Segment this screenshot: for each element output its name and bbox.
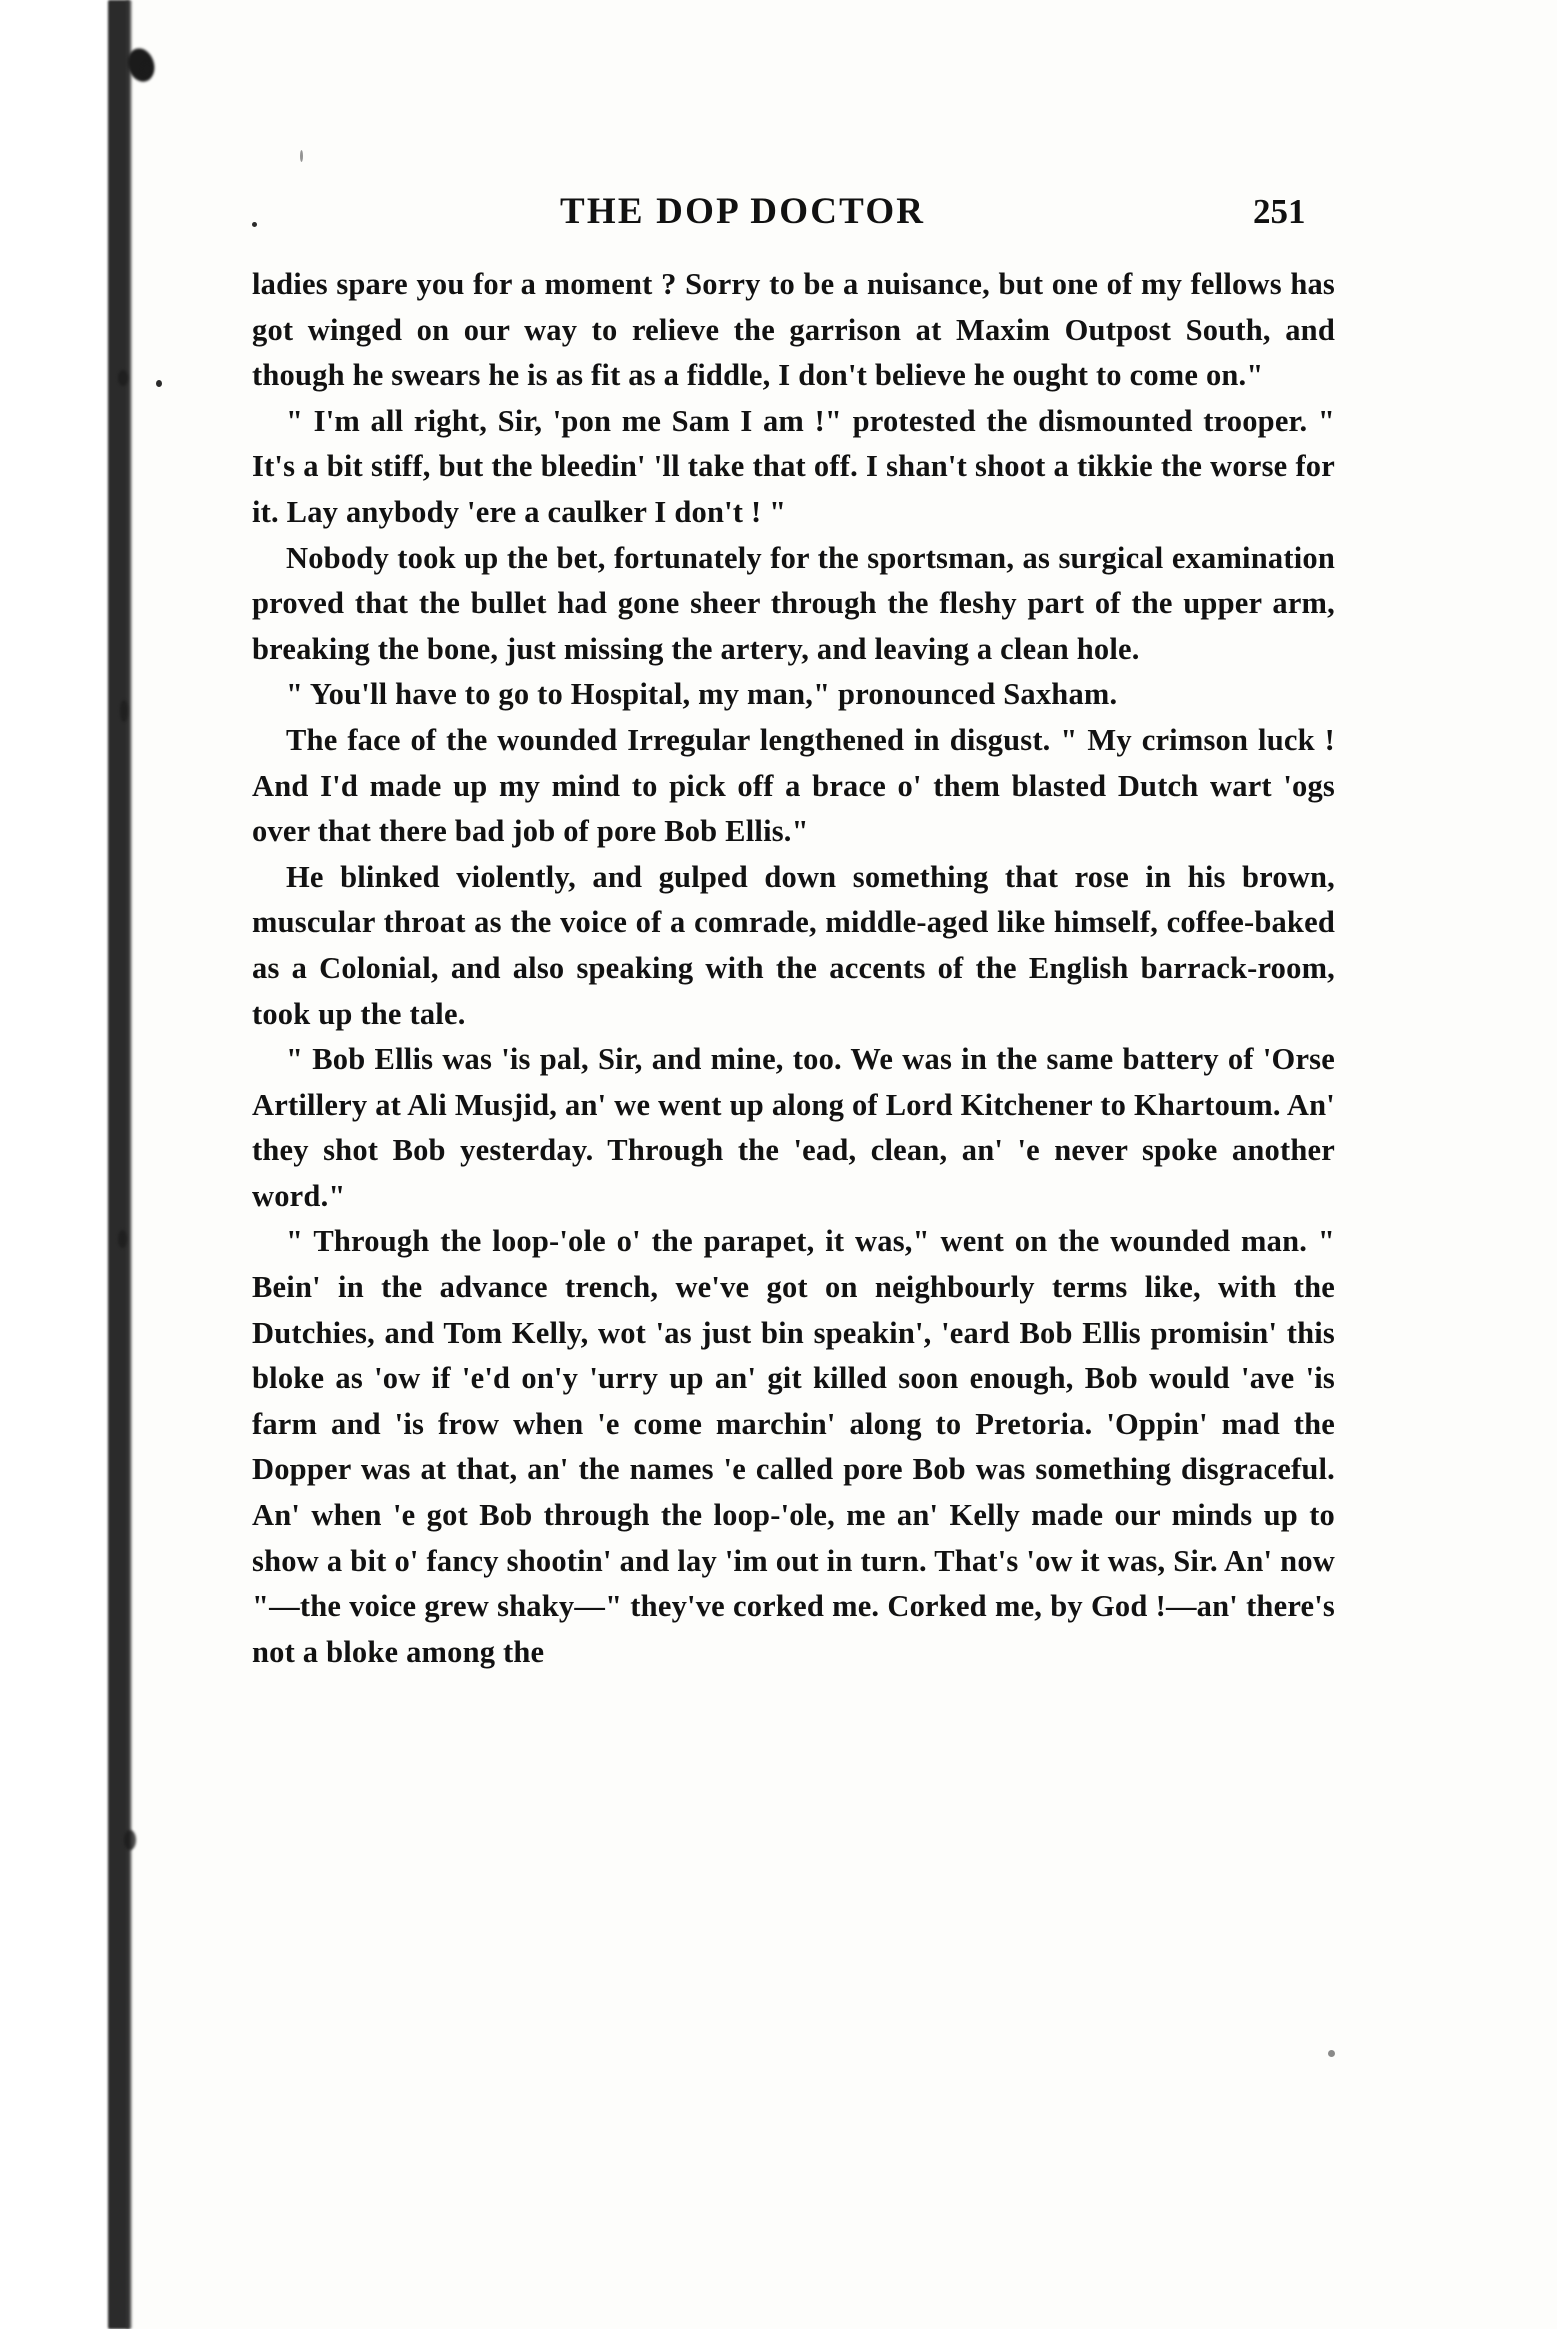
scan-artifact <box>120 700 128 722</box>
scan-artifact <box>124 1830 136 1850</box>
scan-margin <box>0 0 118 2329</box>
page-speck <box>156 380 162 387</box>
body-text <box>252 262 1335 1675</box>
paragraph: " You'll have to go to Hospital, my man," pronounced Saxham. <box>286 677 1118 712</box>
page-speck <box>1328 2050 1335 2057</box>
scan-artifact <box>142 62 152 76</box>
paragraph: " Bob Ellis was 'is pal, Sir, and mine, too. We was in the same battery of 'Orse Artillery at Ali Musjid, an' we went up along of Lord Kitchener to Khartoum. An' they shot Bob yesterday. Through the 'ead, clean, an' 'e never spoke another word." <box>252 1042 1335 1213</box>
scan-dark-edge-secondary <box>126 0 132 2329</box>
scan-artifact <box>118 370 128 386</box>
page-speck <box>300 150 303 162</box>
paragraph: " I'm all right, Sir, 'pon me Sam I am !" protested the dismounted trooper. " It's a bit stiff, but the bleedin' 'll take that off. I shan't shoot a tikkie the worse for it. Lay anybody 'ere a caulker I don't ! " <box>252 403 1335 529</box>
book-title: THE DOP DOCTOR <box>560 191 926 232</box>
paragraph: ladies spare you for a moment ? Sorry to be a nuisance, but one of my fellows has got winged on our way to relieve the garrison at Maxim Outpost South, and though he swears he is as fit as a fiddle, I don't believe he ought to come on." <box>252 267 1335 393</box>
paragraph: He blinked violently, and gulped down something that rose in his brown, muscular throat as the voice of a comrade, middle-aged like himself, coffee-baked as a Colonial, and also speaking with the accents of the English barrack-room, took up the tale. <box>252 859 1335 1031</box>
paragraph: The face of the wounded Irregular lengthened in disgust. " My crimson luck ! And I'd made up my mind to pick off a brace o' them blasted Dutch wart 'ogs over that there bad job of pore Bob Ellis." <box>252 722 1335 849</box>
running-header <box>0 190 1557 240</box>
page-number: 251 <box>1253 192 1306 231</box>
scan-artifact <box>118 1230 127 1248</box>
paragraph: Nobody took up the bet, fortunately for the sportsman, as surgical examination proved that the bullet had gone sheer through the fleshy part of the upper arm, breaking the bone, just missing the artery, and leaving a clean hole. <box>252 540 1335 666</box>
paragraph: " Through the loop-'ole o' the parapet, it was," went on the wounded man. " Bein' in the advance trench, we've got on neighbourly terms like, with the Dutchies, and Tom Kelly, wot 'as just bin speakin', 'eard Bob Ellis promisin' this bloke as 'ow if 'e'd on'y 'urry up an' git killed soon enough, Bob would 'ave 'is farm and 'is frow when 'e come marchin' along to Pretoria. 'Oppin' mad the Dopper was at that, an' the names 'e called pore Bob was something disgraceful. An' when 'e got Bob through the loop-'ole, me an' Kelly made our minds up to show a bit o' fancy shootin' and lay 'im out in turn. That's 'ow it was, Sir. An' now "—the voice grew shaky—" they've corked me. Corked me, by God !—an' there's not a bloke among the <box>252 1224 1335 1669</box>
